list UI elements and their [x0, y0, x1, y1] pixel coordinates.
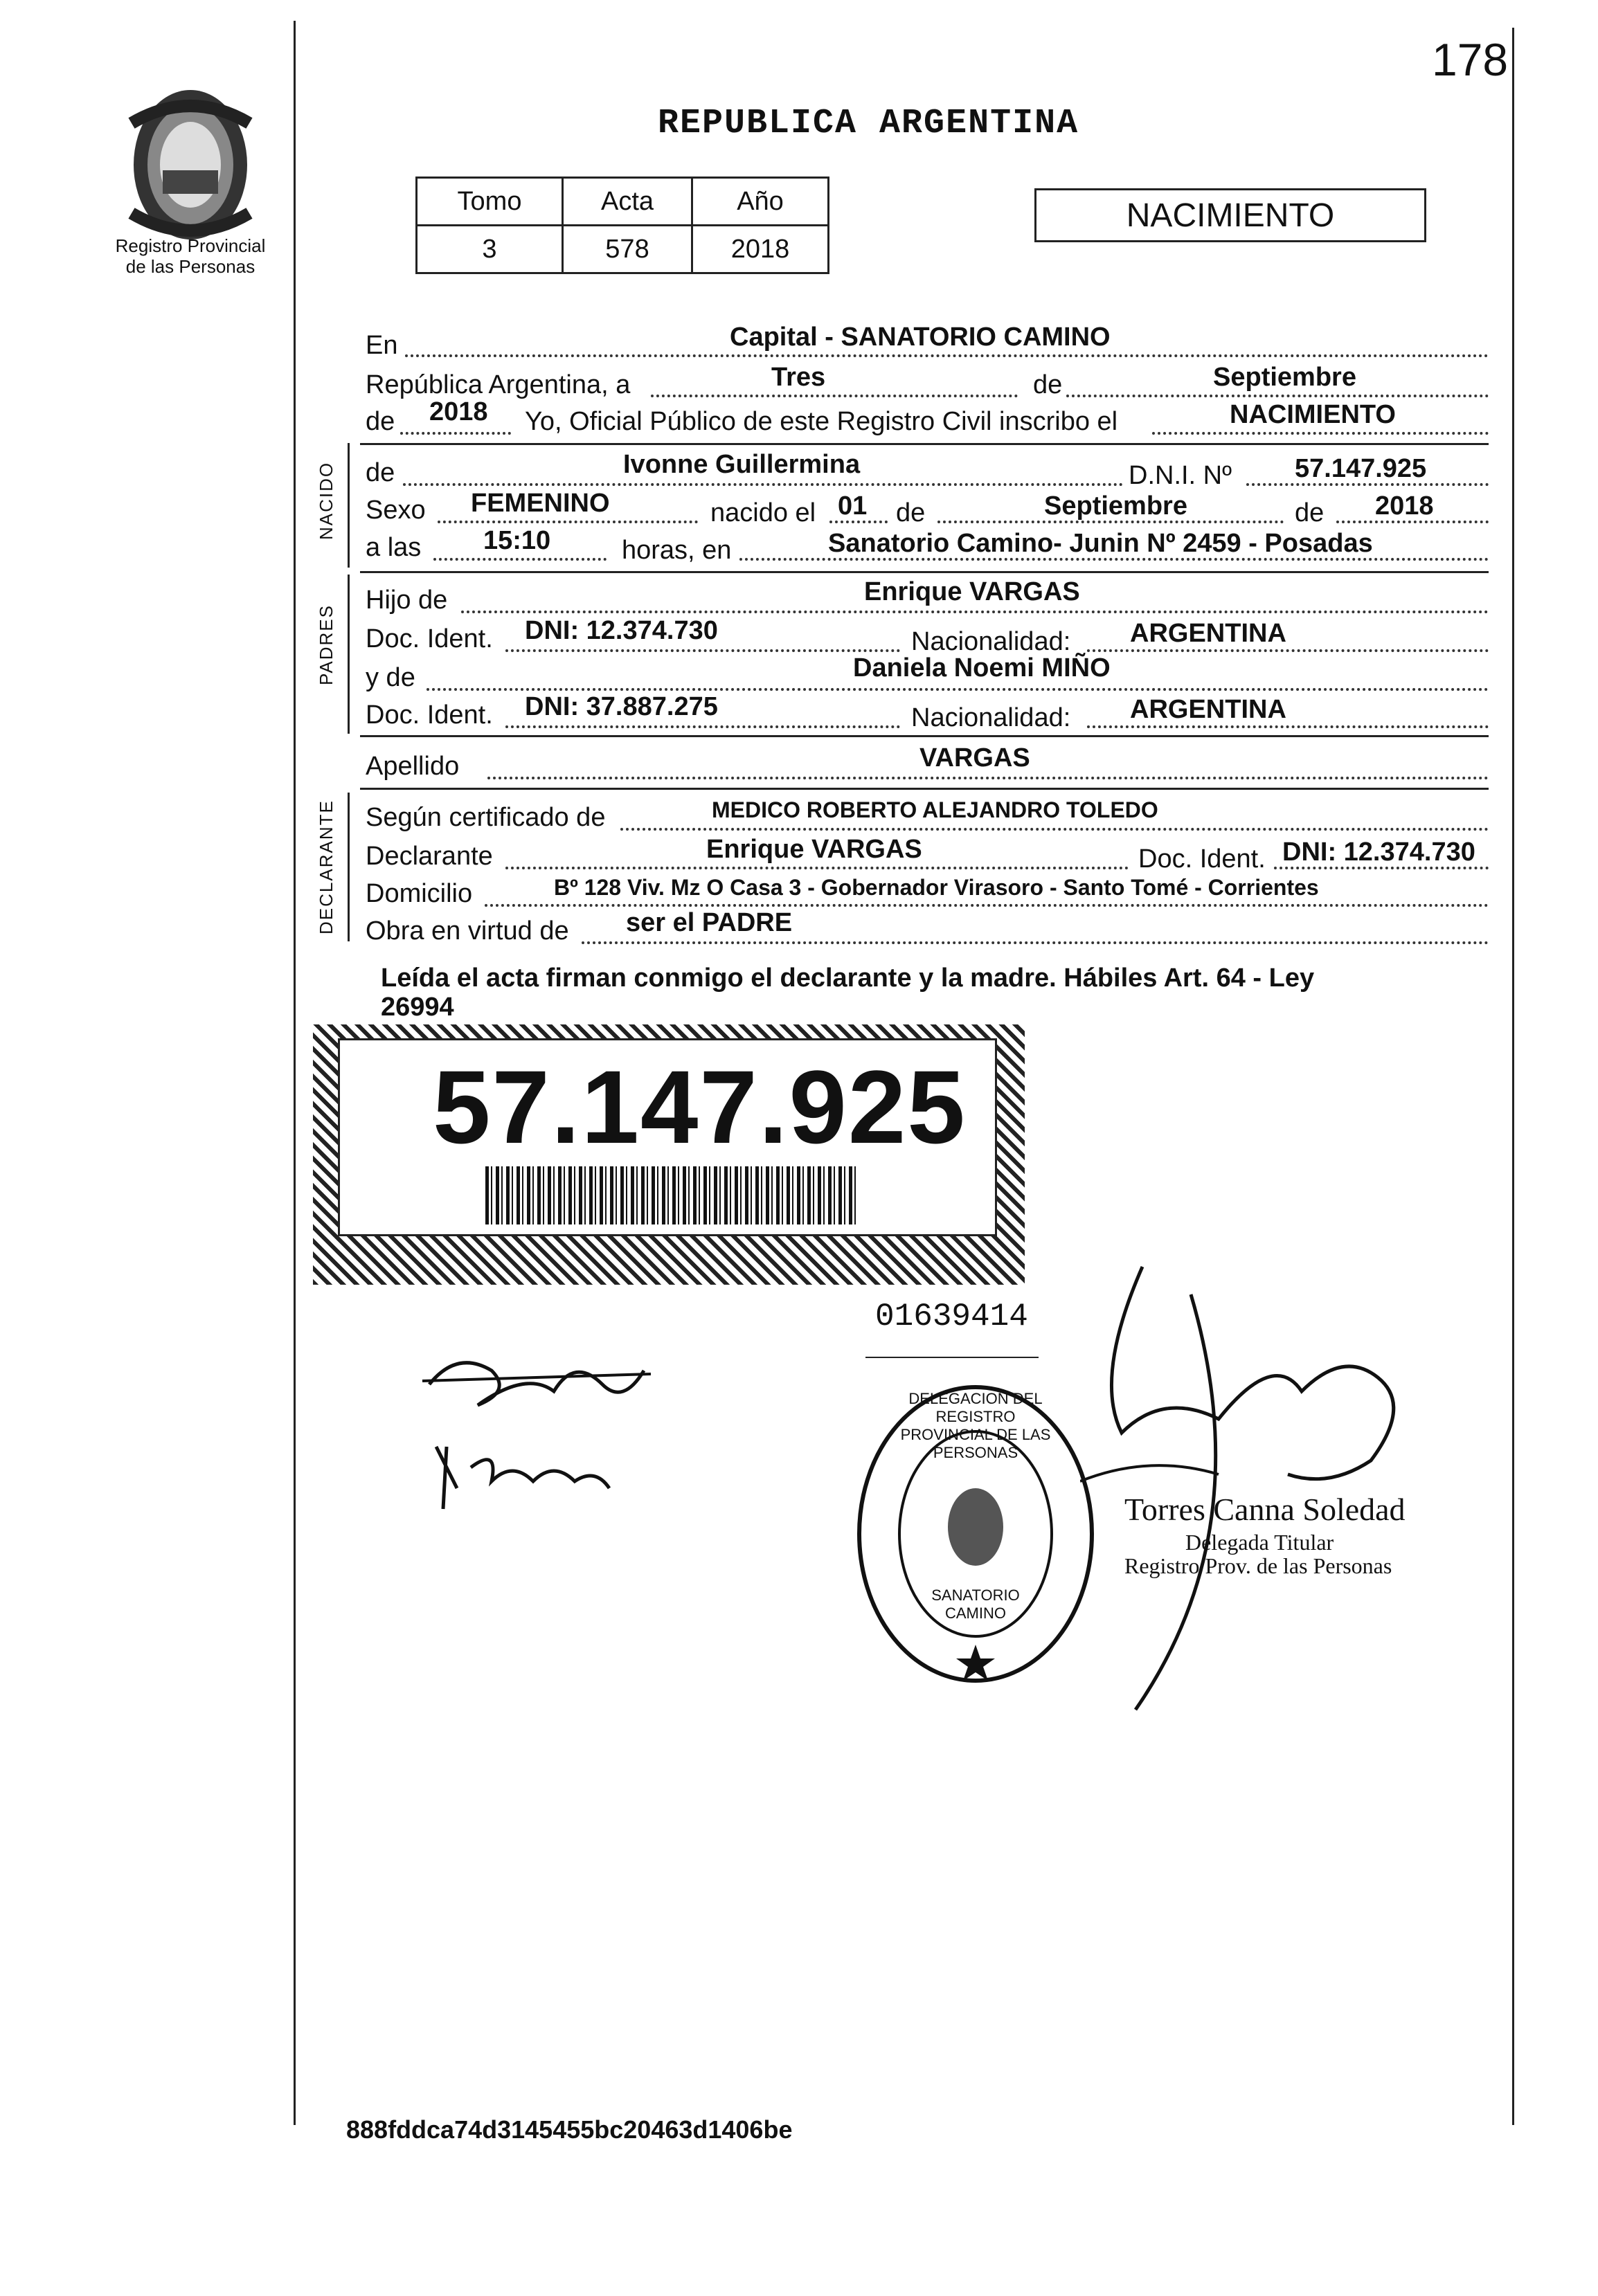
declarante-value: Enrique VARGAS [706, 835, 922, 864]
apellido-value: VARGAS [919, 743, 1030, 772]
closing-line-1: Leída el acta firman conmigo el declarante y la madre. Hábiles Art. 64 - Ley [381, 964, 1315, 993]
dots-padre-doc [505, 649, 900, 652]
birth-month-value: Septiembre [1044, 491, 1187, 521]
declarante-section-label: DECLARANTE [316, 799, 336, 934]
dni-sticker [313, 1024, 1025, 1285]
sticker-panel [338, 1038, 997, 1236]
dots-madre [427, 688, 1489, 691]
registry-line-2: de las Personas [125, 256, 255, 277]
padres-side-rule [348, 575, 350, 734]
separator-2 [360, 571, 1489, 573]
stamp-inner-text: SANATORIO CAMINO [931, 1587, 1020, 1622]
ano-value: 2018 [692, 226, 829, 273]
nacido-de-label: de [366, 458, 395, 487]
sexo-label: Sexo [366, 496, 426, 525]
separator-3 [360, 735, 1489, 737]
dots-month [1066, 395, 1489, 397]
alas-label: a las [366, 533, 422, 562]
child-dni-value: 57.147.925 [1295, 454, 1427, 483]
dots-name [403, 483, 1123, 486]
separator-1 [360, 443, 1489, 445]
serial-underline [865, 1357, 1039, 1358]
left-margin-line [294, 21, 296, 2125]
dni-label: D.N.I. Nº [1129, 461, 1232, 490]
official-office: Registro Prov. de las Personas [1124, 1553, 1392, 1578]
obra-value: ser el PADRE [626, 908, 793, 937]
nacido-side-rule [348, 443, 350, 568]
province-seal-icon [111, 75, 270, 248]
dots-year [400, 432, 511, 435]
barcode [485, 1166, 859, 1224]
sticker-number: 57.147.925 [433, 1049, 967, 1165]
madre-nac-label: Nacionalidad: [911, 703, 1071, 732]
declarante-label: Declarante [366, 842, 493, 871]
registry-label [97, 235, 284, 277]
day-value: Tres [771, 363, 826, 392]
sticker-serial: 01639414 [875, 1299, 1028, 1335]
place-value: Capital - SANATORIO CAMINO [730, 323, 1111, 352]
padre-nac-label: Nacionalidad: [911, 627, 1071, 656]
domicilio-label: Domicilio [366, 879, 473, 908]
official-signature [1080, 1253, 1454, 1727]
document-title: REPUBLICA ARGENTINA [658, 104, 1079, 143]
hora-value: 15:10 [483, 526, 551, 555]
father-name-value: Enrique VARGAS [864, 577, 1080, 606]
tomo-header: Tomo [417, 178, 563, 226]
province-seal [111, 75, 270, 248]
nacido-de2-label: de [896, 498, 926, 527]
month-value: Septiembre [1213, 363, 1356, 392]
separator-4 [360, 788, 1489, 790]
sexo-value: FEMENINO [471, 489, 610, 518]
dots-cert [620, 828, 1489, 831]
dots-day [651, 395, 1018, 397]
father-doc-value: DNI: 12.374.730 [525, 616, 718, 645]
child-name-value: Ivonne Guillermina [623, 450, 861, 479]
stamp-ring-text: DELEGACION DEL REGISTRO PROVINCIAL DE LAS PERSONAS [900, 1390, 1051, 1461]
apellido-label: Apellido [366, 752, 460, 781]
dots-madre-nac [1087, 725, 1489, 728]
inscribo-value: NACIMIENTO [1230, 400, 1396, 429]
dots-madre-doc [505, 725, 900, 728]
dots-obra [582, 941, 1489, 944]
mother-doc-value: DNI: 37.887.275 [525, 692, 718, 721]
de2-label: de [366, 407, 395, 436]
page-number: 178 [1432, 34, 1509, 85]
tomo-value: 3 [417, 226, 563, 273]
year-value: 2018 [429, 397, 488, 426]
padres-section-label: PADRES [316, 604, 336, 685]
nacido-section-label: NACIDO [316, 461, 336, 540]
en-label: En [366, 331, 398, 360]
birth-place-value: Sanatorio Camino- Junin Nº 2459 - Posadas [828, 529, 1373, 558]
nacido-el-label: nacido el [710, 498, 816, 527]
yde-label: y de [366, 663, 415, 692]
cert-label: Según certificado de [366, 803, 606, 832]
rep-label: República Argentina, a [366, 370, 631, 399]
registry-line-1: Registro Provincial [115, 235, 266, 256]
dots-declarante [505, 867, 1129, 869]
domicilio-value: Bº 128 Viv. Mz O Casa 3 - Gobernador Virasoro - Santo Tomé - Corrientes [554, 875, 1319, 900]
dots-inscribo [1152, 432, 1489, 435]
dots-sexo [438, 521, 698, 523]
hijo-label: Hijo de [366, 586, 448, 615]
dots-hora [433, 558, 607, 561]
official-stamp [854, 1382, 1097, 1686]
mother-nationality-value: ARGENTINA [1130, 695, 1286, 724]
declarante-side-rule [348, 793, 350, 941]
padre-doc-label: Doc. Ident. [366, 624, 493, 653]
mother-name-value: Daniela Noemi MIÑO [853, 653, 1111, 683]
closing-line-2: 26994 [381, 993, 454, 1022]
official-name: Torres Canna Soledad [1124, 1492, 1406, 1527]
record-type-box: NACIMIENTO [1034, 188, 1426, 242]
official-signature-scribble-icon [1080, 1253, 1454, 1724]
acta-header: Acta [563, 178, 692, 226]
obra-label: Obra en virtud de [366, 916, 569, 946]
nacido-de3-label: de [1295, 498, 1325, 527]
footer-hash: 888fddca74d3145455bc20463d1406be [346, 2115, 793, 2144]
ano-header: Año [692, 178, 829, 226]
de-label: de [1033, 370, 1063, 399]
oficial-text: Yo, Oficial Público de este Registro Civil inscribo el [525, 407, 1118, 436]
book-table [415, 177, 829, 274]
declarante-signature [415, 1343, 665, 1526]
acta-value: 578 [563, 226, 692, 273]
madre-doc-label: Doc. Ident. [366, 700, 493, 730]
dots-apellido [487, 777, 1489, 779]
horas-label: horas, en [622, 536, 732, 565]
dots-padre [461, 611, 1489, 613]
right-margin-line [1512, 28, 1514, 2125]
dots-domicilio [485, 904, 1489, 907]
father-nationality-value: ARGENTINA [1130, 619, 1286, 648]
decl-doc-value: DNI: 12.374.730 [1282, 838, 1475, 867]
cert-value: MEDICO ROBERTO ALEJANDRO TOLEDO [712, 797, 1158, 822]
birth-day-value: 01 [838, 491, 868, 521]
decl-doc-label: Doc. Ident. [1138, 844, 1266, 874]
dots-padre-nac [1087, 649, 1489, 652]
dots-en [405, 354, 1489, 357]
signature-scribble-icon [415, 1343, 665, 1523]
official-title: Delegada Titular [1185, 1530, 1334, 1555]
birth-year-value: 2018 [1375, 491, 1434, 521]
